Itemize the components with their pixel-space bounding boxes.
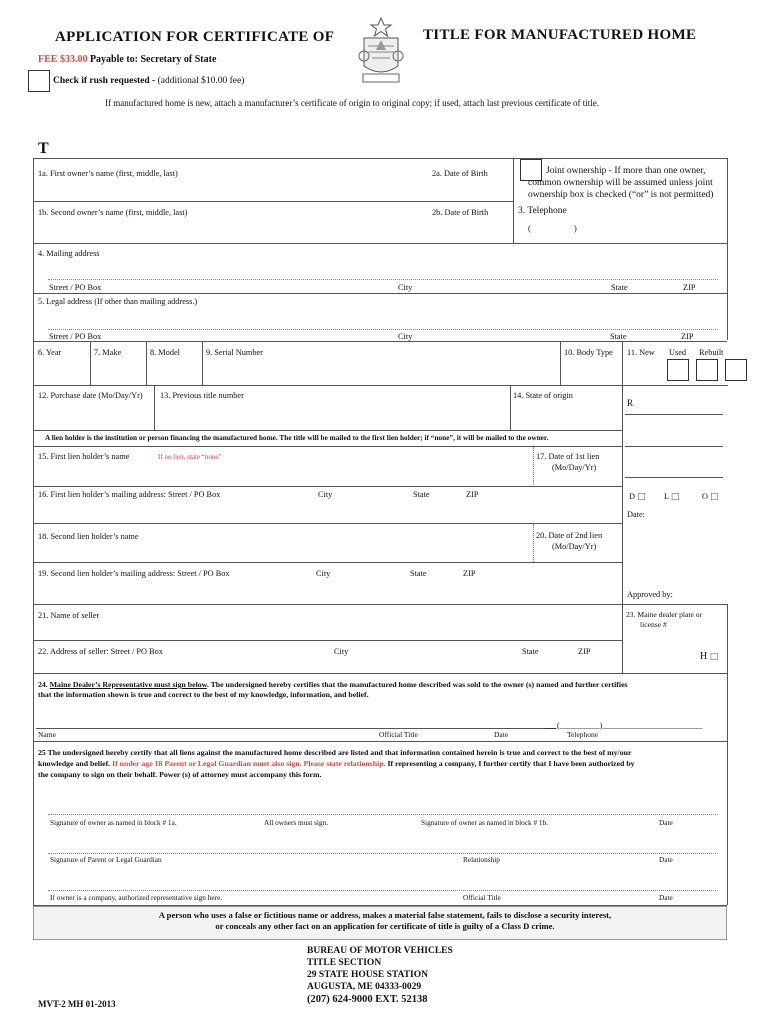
rule [36,728,556,729]
rule [33,486,623,487]
rule [33,430,34,673]
rule [622,341,623,385]
warning-line-1: A person who uses a false or fictitious name or address, makes a material false statement, fails to disclose a security interest, [158,910,612,920]
used-label: Used [669,348,687,357]
second-owner-label: 1b. Second owner’s name (first, middle, last) [38,208,188,217]
bureau-name: BUREAU OF MOTOR VEHICLES [307,946,453,956]
first-lien-address-label: 16. First lien holder’s mailing address: Street / PO Box [38,490,221,499]
phone-open-paren: ( [528,224,531,233]
rule [202,341,203,385]
state-seal [354,16,408,86]
legal-zip-label: ZIP [681,332,694,341]
legal-city-label: City [398,332,413,341]
legal-address-label: 5. Legal address (If other than mailing address.) [38,297,198,306]
title-section: TITLE SECTION [307,958,382,968]
office-mark-r: R [627,398,634,408]
sig-1a-label: Signature of owner as named in block # 1a. [50,818,177,827]
rule [33,158,34,430]
form-title-right: TITLE FOR MANUFACTURED HOME [423,27,697,43]
rebuilt-label: Rebuilt [699,348,724,357]
d-checkbox-icon[interactable]: □ [637,492,646,502]
second-lien-state: State [410,569,427,578]
sig-parent-date-label: Date [659,855,673,864]
rule [625,414,723,415]
fill-line [48,814,718,815]
seller-name-label: 21. Name of seller [38,611,100,620]
rule [727,741,728,905]
fill-line [48,890,718,891]
first-lien-city: City [318,490,333,499]
mailing-address-label: 4. Mailing address [38,249,100,258]
rule [33,741,34,905]
cert-line-3: the company to sign on their behalf. Power (s) of attorney must accompany this form. [38,770,322,779]
rule [154,385,155,430]
rule [622,604,728,605]
second-lien-address-label: 19. Second lien holder’s mailing address: Street / PO Box [38,569,230,578]
rule [727,158,728,340]
rule [625,477,723,478]
rule [510,385,511,430]
purchase-date-label: 12. Purchase date (Mo/Day/Yr) [38,391,143,400]
first-owner-label: 1a. First owner’s name (first, middle, last) [38,169,178,178]
rule [33,562,623,563]
seller-address-label: 22. Address of seller: Street / PO Box [38,647,163,656]
form-title-left: APPLICATION FOR CERTIFICATE OF [55,29,335,45]
rule [33,243,727,244]
dealer-title-label: Official Title [379,730,418,739]
mailing-zip-label: ZIP [683,283,696,292]
serial-label: 9. Serial Number [206,348,263,357]
rule [622,385,728,386]
sig-parent-label: Signature of Parent or Legal Guardian [50,855,162,864]
rule [33,201,513,202]
rush-label: Check if rush requested - (additional $10.00 fee) [53,76,245,86]
bureau-phone: (207) 624-9000 EXT. 52138 [307,994,428,1005]
used-checkbox[interactable] [696,359,718,381]
rule [33,673,34,741]
seller-zip: ZIP [578,647,591,656]
rule [33,523,623,524]
new-label: 11. New [627,348,655,357]
form-id: MVT-2 MH 01-2013 [38,999,116,1009]
fill-line [48,853,718,854]
dealer-phone-fill: ___(__________)_________________________ [545,721,703,730]
office-d: D □ [629,492,646,502]
fill-line [48,279,718,280]
fill-line [533,524,534,562]
approved-by-label: Approved by: [627,590,673,599]
new-checkbox[interactable] [667,359,689,381]
no-lien-note: If no lien, state “none” [158,453,222,461]
rule [33,293,727,294]
sig-company-date-label: Date [659,893,673,902]
legal-state-label: State [610,332,627,341]
rush-checkbox[interactable] [28,70,50,92]
office-mark-t: T [38,140,49,157]
state-origin-label: 14. State of origin [513,391,573,400]
l-checkbox-icon[interactable]: □ [670,492,680,502]
fee-line: FEE $33.00 Payable to: Secretary of State [38,54,217,65]
fill-line [533,447,534,487]
o-checkbox-icon[interactable]: □ [710,492,719,502]
first-lien-mdy: (Mo/Day/Yr) [552,463,597,472]
dob-b-label: 2b. Date of Birth [432,208,489,217]
first-lien-state: State [413,490,430,499]
dealer-plate-label-1: 23. Maine dealer plate or [626,610,703,619]
dealer-date-label: Date [494,730,509,739]
sig-company-label: If owner is a company, authorized representative sign here. [50,893,223,902]
rule [33,604,623,605]
all-owners-label: All owners must sign. [264,818,329,827]
phone-close-paren: ) [574,224,577,233]
dealer-name-label: Name [38,730,56,739]
sig-1b-label: Signature of owner as named in block # 1b. [421,818,549,827]
dealer-telephone-label: Telephone [567,730,599,739]
mailing-street-label: Street / PO Box [49,283,102,292]
rebuilt-checkbox[interactable] [725,359,747,381]
second-lien-mdy: (Mo/Day/Yr) [552,542,597,551]
company-title-label: Official Title [463,893,501,902]
rule [513,158,514,243]
rule [560,341,561,385]
lien-notice: A lien holder is the institution or person financing the manufactured home. The title will be mailed to the first lien holder; if “none”, it will be mailed to the owner. [45,433,549,442]
augusta-address: AUGUSTA, ME 04333-0029 [307,982,422,992]
dealer-statement-2: that the information shown is true and correct to the best of my knowledge, information, and belief. [38,690,369,699]
dealer-plate-label-2: license # [640,620,667,629]
legal-street-label: Street / PO Box [49,332,102,341]
office-h: H □ [700,651,719,662]
rule [622,430,623,673]
sig-1-date-label: Date [659,818,673,827]
rule [33,446,623,447]
office-date-label: Date: [627,510,645,519]
office-l: L □ [664,492,680,502]
rule [146,341,147,385]
model-label: 8. Model [150,348,180,357]
rule [33,158,727,159]
rule [33,430,623,431]
rule [33,673,727,674]
mailing-city-label: City [398,283,413,292]
rule [33,385,623,386]
state-house-station: 29 STATE HOUSE STATION [307,970,428,980]
rule [33,640,623,641]
dealer-statement-1: 24. Maine Dealer’s Representative must sign below. The undersigned hereby certifies that the manufactured home described was sold to the owner (s) named and further certifies [38,680,628,689]
rule [622,385,623,430]
cert-line-1: 25 The undersigned hereby certify that all liens against the manufactured home described are listed and that information contained herein is true and correct to the best of my/our [38,748,632,757]
second-lien-city: City [316,569,331,578]
joint-line-3: ownership box is checked (“or” is not permitted) [528,190,714,200]
h-checkbox-icon[interactable]: □ [709,652,719,662]
year-label: 6. Year [38,348,62,357]
second-lien-name-label: 18. Second lien holder’s name [38,532,139,541]
body-type-label: 10. Body Type [564,348,613,357]
first-lien-date-label: 17. Date of 1st lien [536,452,600,461]
make-label: 7. Make [94,348,122,357]
first-lien-name-label: 15. First lien holder’s name [38,452,130,461]
fill-line [48,329,718,330]
seller-state: State [522,647,539,656]
mailing-state-label: State [611,283,628,292]
previous-title-label: 13. Previous title number [160,391,244,400]
rule [727,673,728,741]
second-lien-date-label: 20. Date of 2nd lien [536,531,603,540]
first-lien-zip: ZIP [466,490,479,499]
dob-a-label: 2a. Date of Birth [432,169,488,178]
rule [33,741,727,742]
instruction-text: If manufactured home is new, attach a manufacturer’s certificate of origin to original copy; if used, attach last previous certificate of title. [105,98,600,108]
rule [90,341,91,385]
office-o: O □ [702,492,719,502]
second-lien-zip: ZIP [463,569,476,578]
rule [727,604,728,674]
joint-line-2: common ownership will be assumed unless joint [528,178,713,188]
cert-line-2: knowledge and belief. If under age 18 Parent or Legal Guardian must also sign. Please state relationship. If representing a company, I further certify that I have been authorized by [38,759,635,768]
joint-line-1: Joint ownership - If more than one owner, [546,166,706,176]
telephone-label: 3. Telephone [518,206,567,216]
seller-city: City [334,647,349,656]
rule [625,446,723,447]
warning-line-2: or conceals any other fact on an application for certificate of title is guilty of a Class D crime. [215,921,555,931]
relationship-label: Relationship [463,855,500,864]
